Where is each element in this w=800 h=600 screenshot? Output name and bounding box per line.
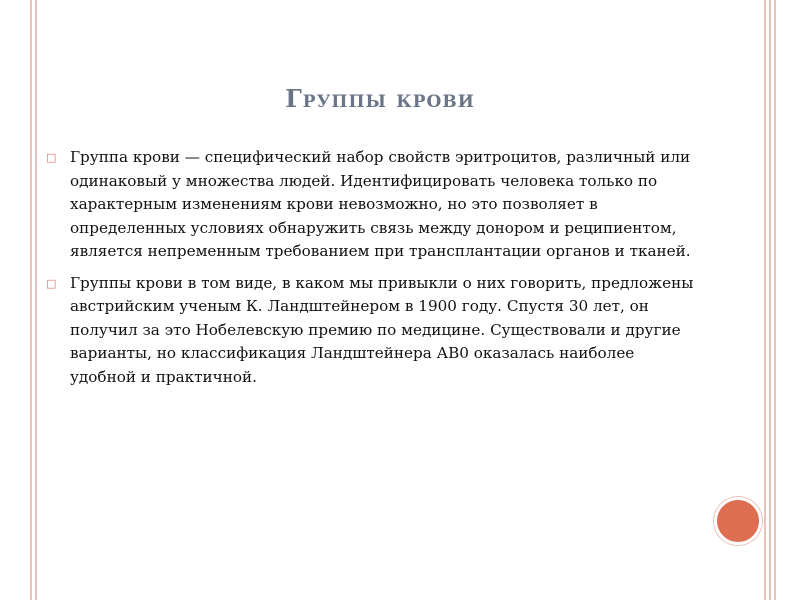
right-line-1 xyxy=(764,0,766,600)
bullet-text: Группа крови — специфический набор свойств эритроцитов, различный или одинаковый у множества людей. Идентифицировать человека только по характерным изменениям крови невозможно, но это позволяет в определенных условиях обнаружить связь между донором и реципиентом, является непременным требованием при трансплантации органов и тканей. xyxy=(70,148,691,260)
left-line-1 xyxy=(30,0,32,600)
slide-title: Группы крови xyxy=(285,84,475,113)
right-line-2 xyxy=(769,0,771,600)
slide-content xyxy=(46,146,696,397)
bullet-text: Группы крови в том виде, в каком мы привыкли о них говорить, предложены австрийским ученым К. Ландштейнером в 1900 году. Спустя 30 лет, он получил за это Нобелевскую премию по медицине. Существовали и другие варианты, но классификация Ландштейнера АВ0 оказалась наиболее удобной и практичной. xyxy=(70,273,694,386)
bullet-item xyxy=(46,272,696,390)
right-line-3 xyxy=(774,0,776,600)
small-square-bullet-icon: □ xyxy=(46,151,57,164)
accent-circle xyxy=(714,497,762,545)
left-line-2 xyxy=(35,0,37,600)
left-decorative-lines xyxy=(30,0,40,600)
right-decorative-lines xyxy=(764,0,776,600)
small-square-bullet-icon: □ xyxy=(46,276,57,290)
bullet-item xyxy=(46,146,696,264)
